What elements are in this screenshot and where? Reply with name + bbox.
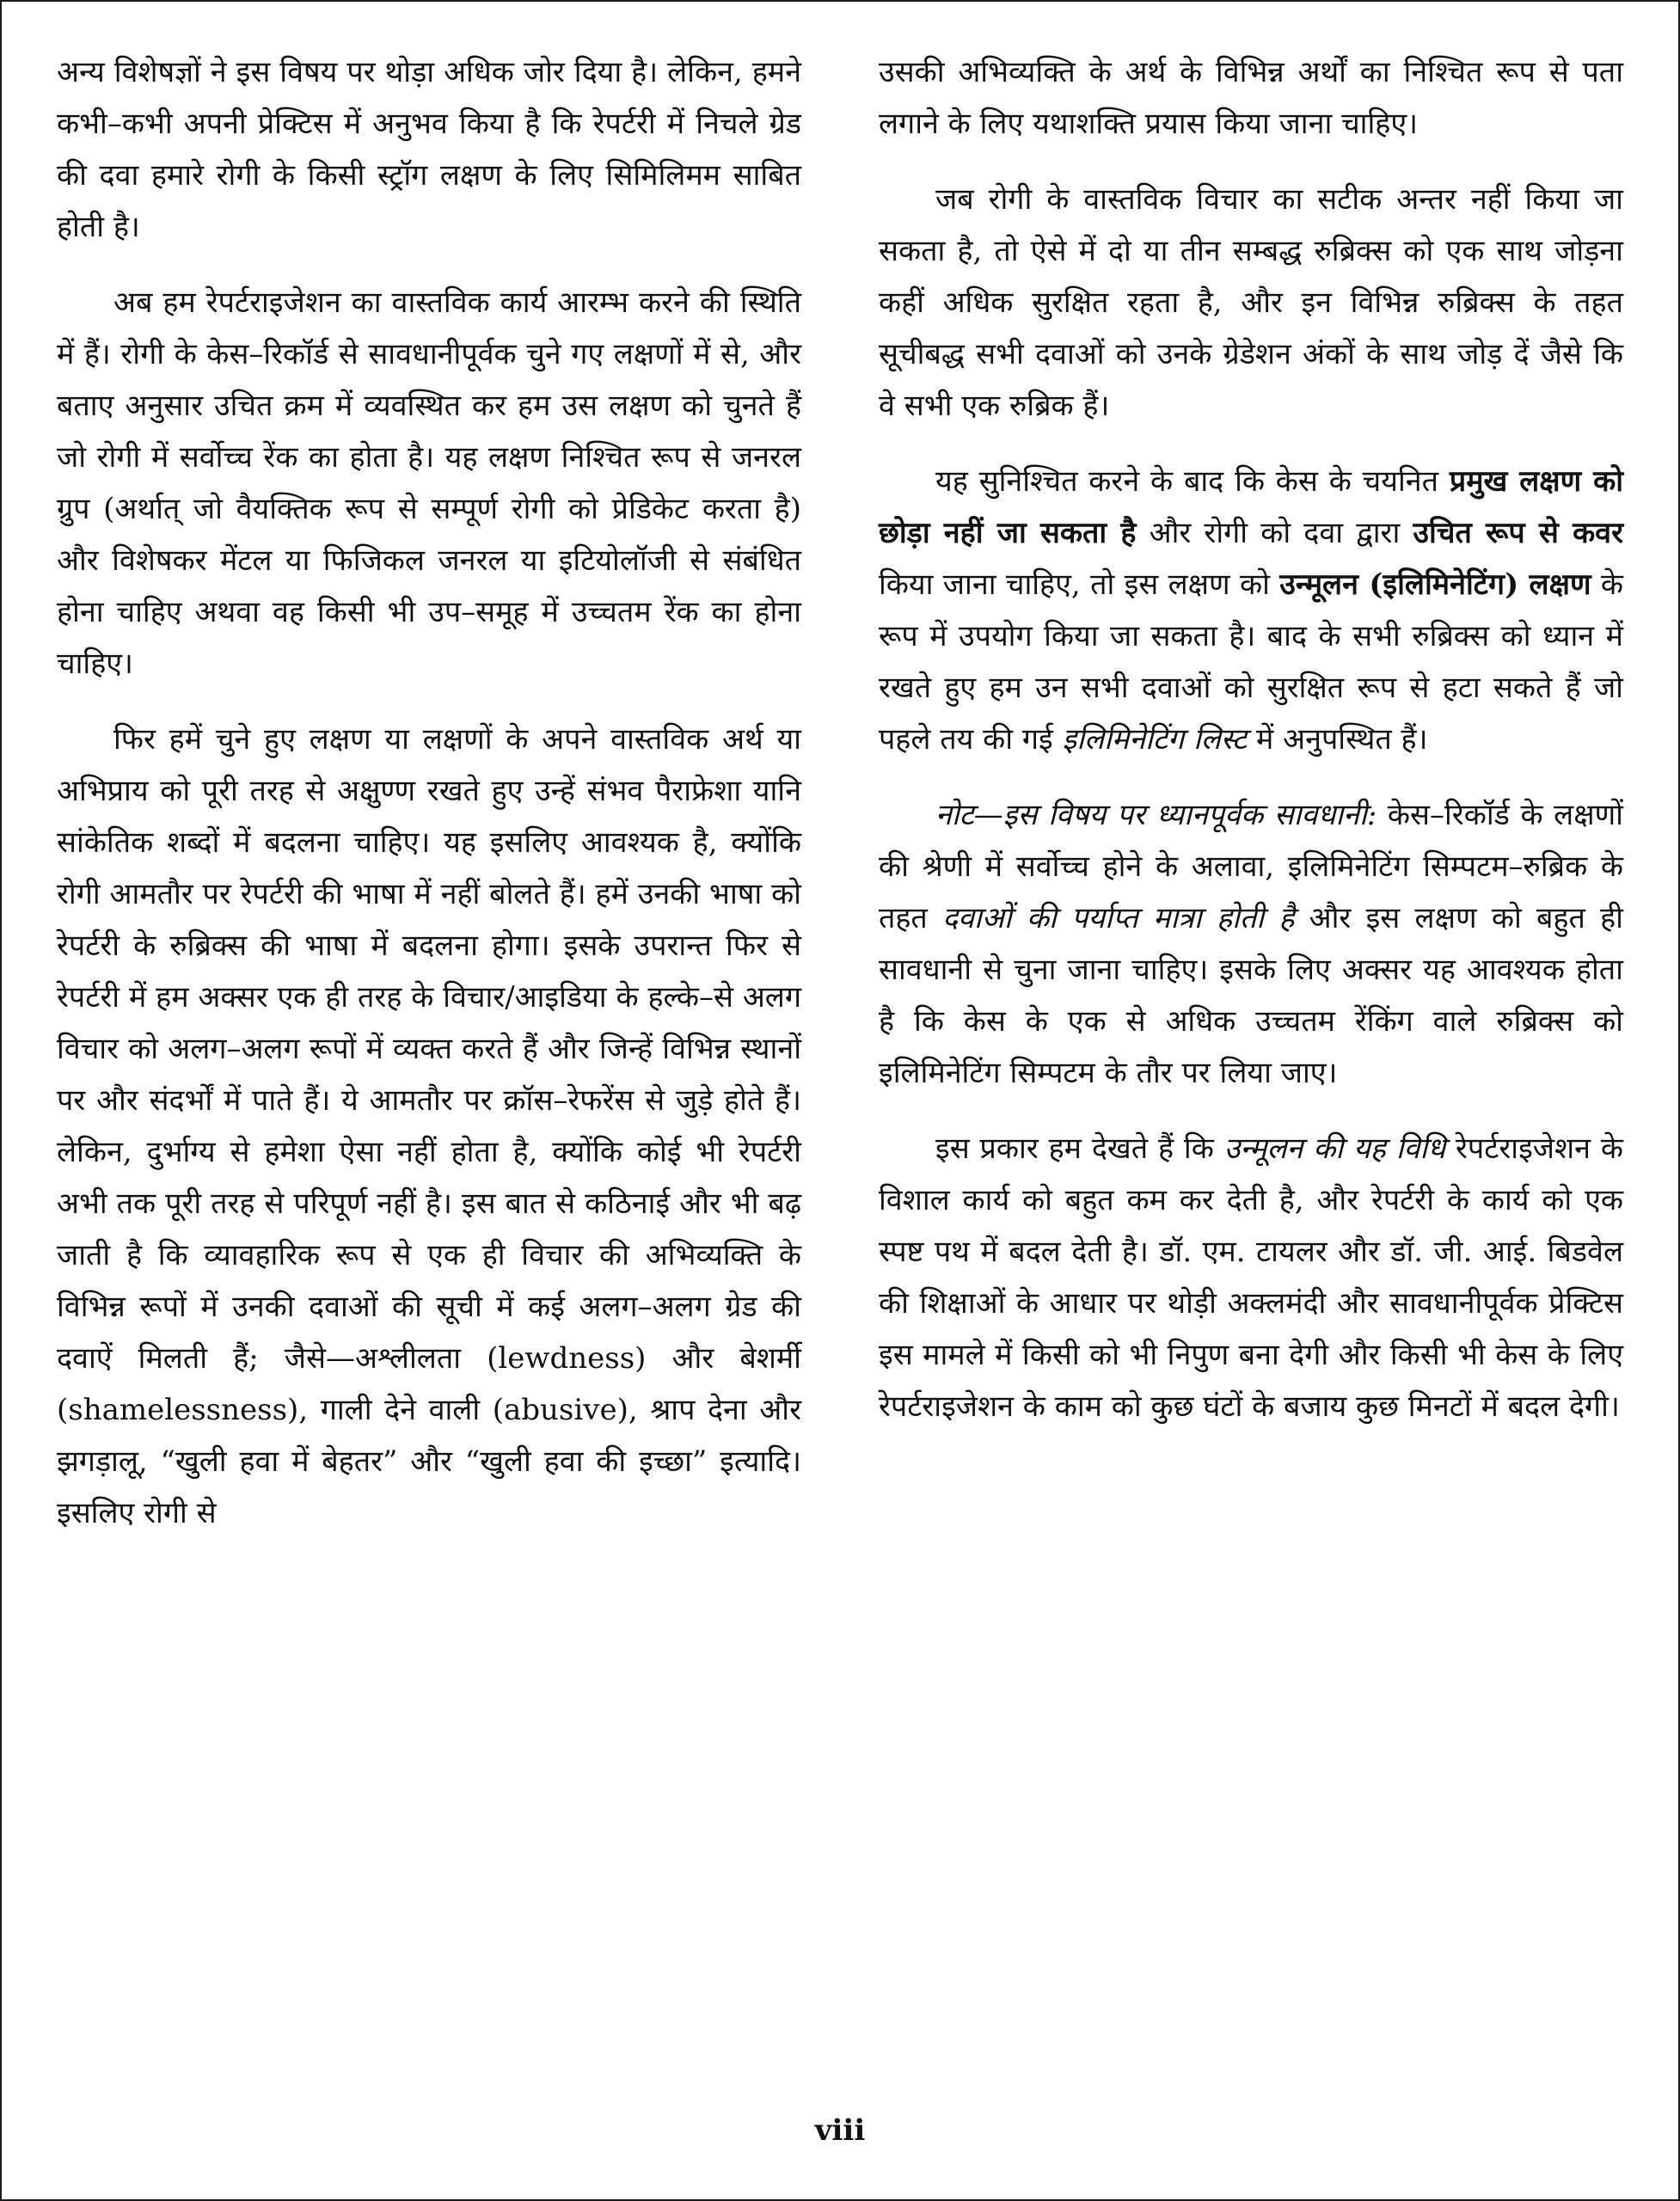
paragraph bbox=[879, 456, 1623, 765]
text-run: और रोगी को दवा द्वारा bbox=[1136, 516, 1413, 550]
text-run: में अनुपस्थित हैं। bbox=[1247, 722, 1428, 757]
italic-phrase: इलिमिनेटिंग लिस्ट bbox=[1062, 722, 1248, 757]
left-column bbox=[57, 46, 801, 1563]
bold-phrase: उचित रूप से कवर bbox=[1413, 516, 1623, 550]
paragraph: अन्य विशेषज्ञों ने इस विषय पर थोड़ा अधिक जोर दिया है। लेकिन, हमने कभी–कभी अपनी प्रेक्टिस में अनुभव किया है कि रेपर्टरी में निचले ग्रेड की दवा हमारे रोगी के किसी स्ट्रॉग लक्षण के लिए सिमिलिमम साबित होती है। bbox=[57, 55, 801, 244]
note-heading: नोट—इस विषय पर ध्यानपूर्वक सावधानी: bbox=[935, 798, 1377, 832]
right-column bbox=[879, 46, 1623, 1563]
two-column-body bbox=[57, 46, 1623, 1563]
text-run: रेपर्टराइजेशन के विशाल कार्य को बहुत कम कर देती है, और रेपर्टरी के कार्य को एक स्पष्ट पथ में बदल देती है। डॉ. एम. टायलर और डॉ. जी. आई. बिडवेल की शिक्षाओं के आधार पर थोड़ी अक्लमंदी और सावधानीपूर्वक प्रेक्टिस इस मामले में किसी को भी निपुण बना देगी और किसी भी केस के लिए रेपर्टराइजेशन के काम को कुछ घंटों के बजाय कुछ मिनटों में बदल देगी। bbox=[879, 1131, 1623, 1424]
bold-phrase: प्रमुख लक्षण को छोड़ा नहीं जा सकता है bbox=[879, 464, 1624, 550]
paragraph bbox=[879, 1123, 1623, 1432]
text-run: किया जाना चाहिए, तो इस लक्षण को bbox=[879, 567, 1280, 602]
paragraph: जब रोगी के वास्तविक विचार का सटीक अन्तर नहीं किया जा सकता है, तो ऐसे में दो या तीन सम्बद्ध रुब्रिक्स को एक साथ जोड़ना कहीं अधिक सुरक्षित रहता है, और इन विभिन्न रुब्रिक्स के तहत सूचीबद्ध सभी दवाओं को उनके ग्रेडेशन अंकों के साथ जोड़ दें जैसे कि वे सभी एक रुब्रिक हैं। bbox=[879, 182, 1623, 423]
text-run: इस प्रकार हम देखते हैं कि bbox=[935, 1131, 1224, 1166]
page-number: viii bbox=[814, 2113, 866, 2148]
paragraph: फिर हमें चुने हुए लक्षण या लक्षणों के अपने वास्तविक अर्थ या अभिप्राय को पूरी तरह से अक्षुण्ण रखते हुए उन्हें संभव पैराफ्रेशा यानि सांकेतिक शब्दों में बदलना चाहिए। यह इसलिए आवश्यक है, क्योंकि रोगी आमतौर पर रेपर्टरी की भाषा में नहीं बोलते हैं। हमें उनकी भाषा को रेपर्टरी के रुब्रिक्स की भाषा में बदलना होगा। इसके उपरान्त फिर से रेपर्टरी में हम अक्सर एक ही तरह के विचार/आइडिया के हल्के–से अलग विचार को अलग–अलग रूपों में व्यक्त करते हैं और जिन्हें विभिन्न स्थानों पर और संदर्भों में पाते हैं। ये आमतौर पर क्रॉस–रेफरेंस से जुड़े होते हैं। लेकिन, दुर्भाग्य से हमेशा ऐसा नहीं होता है, क्योंकि कोई भी रेपर्टरी अभी तक पूरी तरह से परिपूर्ण नहीं है। इस बात से कठिनाई और भी बढ़ जाती है कि व्यावहारिक रूप से एक ही विचार की अभिव्यक्ति के विभिन्न रूपों में उनकी दवाओं की सूची में कई अलग–अलग ग्रेड की दवाऐं मिलती हैं; जैसे—अश्लीलता (lewdness) और बेशर्मी (shamelessness), गाली देने वाली (abusive), श्राप देना और झगड़ालू, “खुली हवा में बेहतर” और “खुली हवा की इच्छा” इत्यादि। इसलिए रोगी से bbox=[57, 722, 801, 1530]
italic-phrase: उन्मूलन की यह विधि bbox=[1223, 1131, 1446, 1166]
paragraph: अब हम रेपर्टराइजेशन का वास्तविक कार्य आरम्भ करने की स्थिति में हैं। रोगी के केस–रिकॉर्ड से सावधानीपूर्वक चुने गए लक्षणों में से, और बताए अनुसार उचित क्रम में व्यवस्थित कर हम उस लक्षण को चुनते हैं जो रोगी में सर्वोच्च रेंक का होता है। यह लक्षण निश्चित रूप से जनरल ग्रुप (अर्थात् जो वैयक्तिक रूप से सम्पूर्ण रोगी को प्रेडिकेट करता है) और विशेषकर मेंटल या फिजिकल जनरल या इटियोलॉजी से संबंधित होना चाहिए अथवा वह किसी भी उप–समूह में उच्चतम रेंक का होना चाहिए। bbox=[57, 285, 801, 681]
text-run: और इस लक्षण को बहुत ही सावधानी से चुना जाना चाहिए। इसके लिए अक्सर यह आवश्यक होता है कि केस के एक से अधिक उच्चतम रेंकिंग वाले रुब्रिक्स को इलिमिनेटिंग सिम्पटम के तौर पर लिया जाए। bbox=[879, 901, 1623, 1090]
paragraph: उसकी अभिव्यक्ति के अर्थ के विभिन्न अर्थों का निश्चित रूप से पता लगाने के लिए यथाशक्ति प्रयास किया जाना चाहिए। bbox=[879, 55, 1623, 141]
text-run: यह सुनिश्चित करने के बाद कि केस के चयनित bbox=[935, 464, 1450, 499]
italic-phrase: दवाओं की पर्याप्त मात्रा होती है bbox=[942, 901, 1295, 935]
note-paragraph bbox=[879, 789, 1623, 1099]
text-run: के रूप में उपयोग किया जा सकता है। बाद के सभी रुब्रिक्स को ध्यान में रखते हुए हम उन सभी दवाओं को सुरक्षित रूप से हटा सकते हैं जो पहले तय की गई bbox=[879, 567, 1624, 757]
bold-phrase: उन्मूलन (इलिमिनेटिंग) लक्षण bbox=[1279, 567, 1591, 602]
text-run: केस–रिकॉर्ड के लक्षणों की श्रेणी में सर्वोच्च होने के अलावा, इलिमिनेटिंग सिम्पटम–रुब्रिक के तहत bbox=[879, 798, 1623, 935]
